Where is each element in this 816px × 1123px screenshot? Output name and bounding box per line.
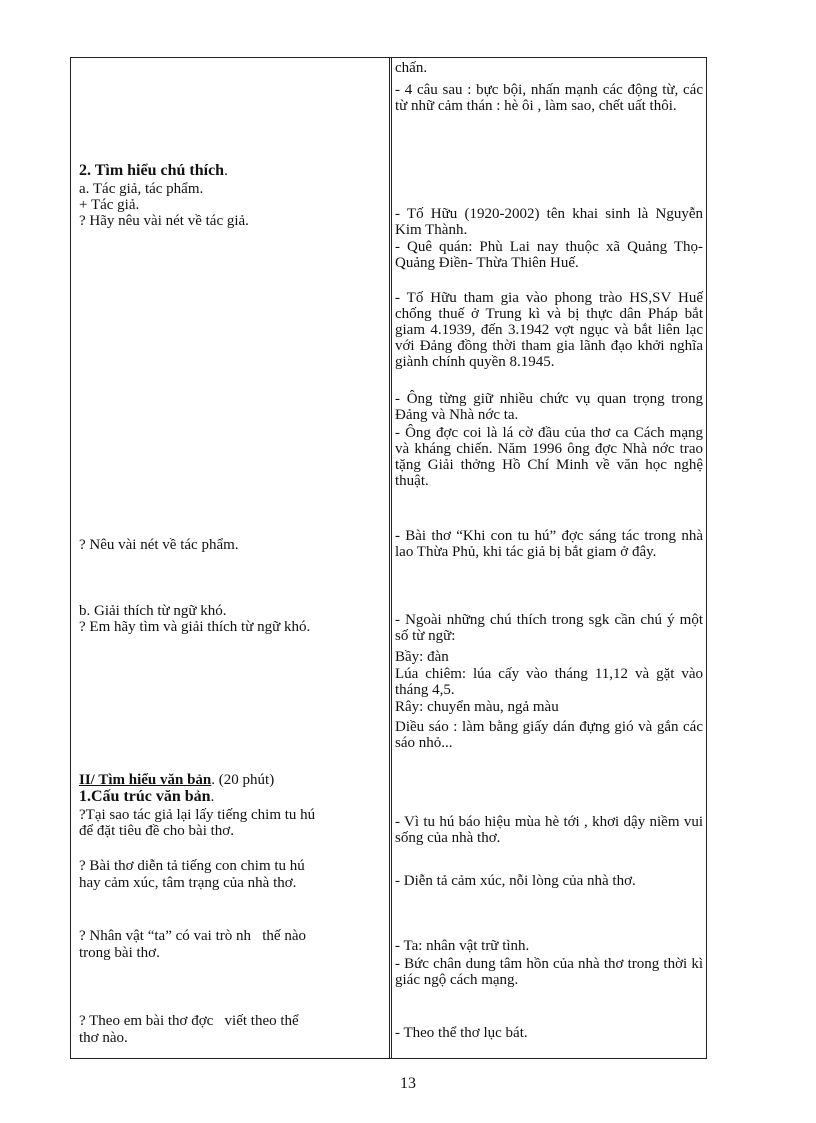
answer-form: - Theo thể thơ lục bát.: [395, 1025, 528, 1041]
author-work-subtitle: a. Tác giả, tác phẩm.: [79, 181, 204, 197]
content-table: [70, 57, 707, 1059]
question-ta-line-2: trong bài thơ.: [79, 945, 160, 961]
structure-dot: .: [210, 789, 215, 805]
question-express-line-1: ? Bài thơ diễn tả tiếng con chim tu hú: [79, 858, 305, 874]
answer-reason: - Vì tu hú báo hiệu mùa hè tới , khơi dậy niềm vui sống của nhà thơ.: [395, 814, 703, 846]
answer-word-lua-chiem: Lúa chiêm: lúa cấy vào tháng 11,12 và gặt vào tháng 4,5.: [395, 666, 703, 698]
question-work: ? Nêu vài nét về tác phẩm.: [79, 537, 239, 553]
question-ta-line-1: ? Nhân vật “ta” có vai trò nh thế nào: [79, 928, 306, 944]
answer-word-bay: Bầy: đàn: [395, 649, 449, 665]
difficult-words-subtitle: b. Giải thích từ ngữ khó.: [79, 603, 227, 619]
answer-word-dieu-sao: Diều sáo : làm bằng giấy dán đựng gió và gắn các sáo nhỏ...: [395, 719, 703, 751]
page-number: 13: [400, 1075, 416, 1092]
answer-author-name: - Tố Hữu (1920-2002) tên khai sinh là Nguyễn Kim Thành.: [395, 206, 703, 238]
question-form-line-2: thơ nào.: [79, 1030, 128, 1046]
answer-author-positions: - Ông từng giữ nhiều chức vụ quan trọng trong Đảng và Nhà nớc ta.: [395, 391, 703, 423]
answer-top-last-four: - 4 câu sau : bực bội, nhấn mạnh các động từ, các từ nhữ cảm thán : hè ôi , làm sao, chết uất thôi.: [395, 82, 703, 114]
section-II-heading: [79, 772, 379, 788]
section-2-dot: .: [224, 163, 228, 179]
answer-ta-portrait: - Bức chân dung tâm hồn của nhà thơ trong thời kì giác ngộ cách mạng.: [395, 956, 703, 988]
answer-words-intro: - Ngoài những chú thích trong sgk cần chú ý một số từ ngữ:: [395, 612, 703, 644]
section-2-heading: [79, 163, 379, 179]
answer-author-recognition: - Ông đợc coi là lá cờ đầu của thơ ca Cách mạng và kháng chiến. Năm 1996 ông đợc Nhà nớc trao tặng Giải thởng Hồ Chí Minh về văn học nghệ thuật.: [395, 425, 703, 489]
author-subitem: + Tác giả.: [79, 197, 140, 213]
answer-express: - Diễn tả cảm xúc, nỗi lòng của nhà thơ.: [395, 873, 636, 889]
column-divider: [389, 58, 392, 1058]
question-form-line-1: ? Theo em bài thơ đợc viết theo thể: [79, 1013, 299, 1029]
question-difficult-words: ? Em hãy tìm và giải thích từ ngữ khó.: [79, 619, 311, 635]
question-author: ? Hãy nêu vài nét về tác giả.: [79, 213, 249, 229]
answer-author-hometown: - Quê quán: Phù Lai nay thuộc xã Quảng Thọ- Quảng Điền- Thừa Thiên Huế.: [395, 239, 703, 271]
answer-ta-lyric: - Ta: nhân vật trữ tình.: [395, 938, 530, 954]
section-II-title: II/ Tìm hiểu văn bản: [79, 772, 212, 788]
question-reason-line-1: ?Tại sao tác giả lại lấy tiếng chim tu hú: [79, 807, 316, 823]
answer-top-end: chấn.: [395, 60, 428, 76]
answer-word-ray: Rây: chuyển màu, ngả màu: [395, 699, 559, 715]
structure-title: 1.Cấu trúc văn bản: [79, 788, 211, 805]
question-reason-line-2: để đặt tiêu đề cho bài thơ.: [79, 823, 234, 839]
answer-work: - Bài thơ “Khi con tu hú” đợc sáng tác trong nhà lao Thừa Phủ, khi tác giả bị bắt giam ở đây.: [395, 528, 703, 560]
question-express-line-2: hay cảm xúc, tâm trạng của nhà thơ.: [79, 875, 297, 891]
section-2-title: 2. Tìm hiểu chú thích: [79, 162, 225, 179]
section-II-time: . (20 phút): [211, 772, 275, 788]
answer-author-activity: - Tố Hữu tham gia vào phong trào HS,SV Huế chống thuế ở Trung kì và bị thực dân Pháp bắt giam 4.1939, đến 3.1942 vợt ngục và bắt liên lạc với Đảng đồng thời tham gia lãnh đạo khởi nghĩa giành chính quyền 8.1945.: [395, 290, 703, 370]
structure-heading: [79, 789, 379, 805]
